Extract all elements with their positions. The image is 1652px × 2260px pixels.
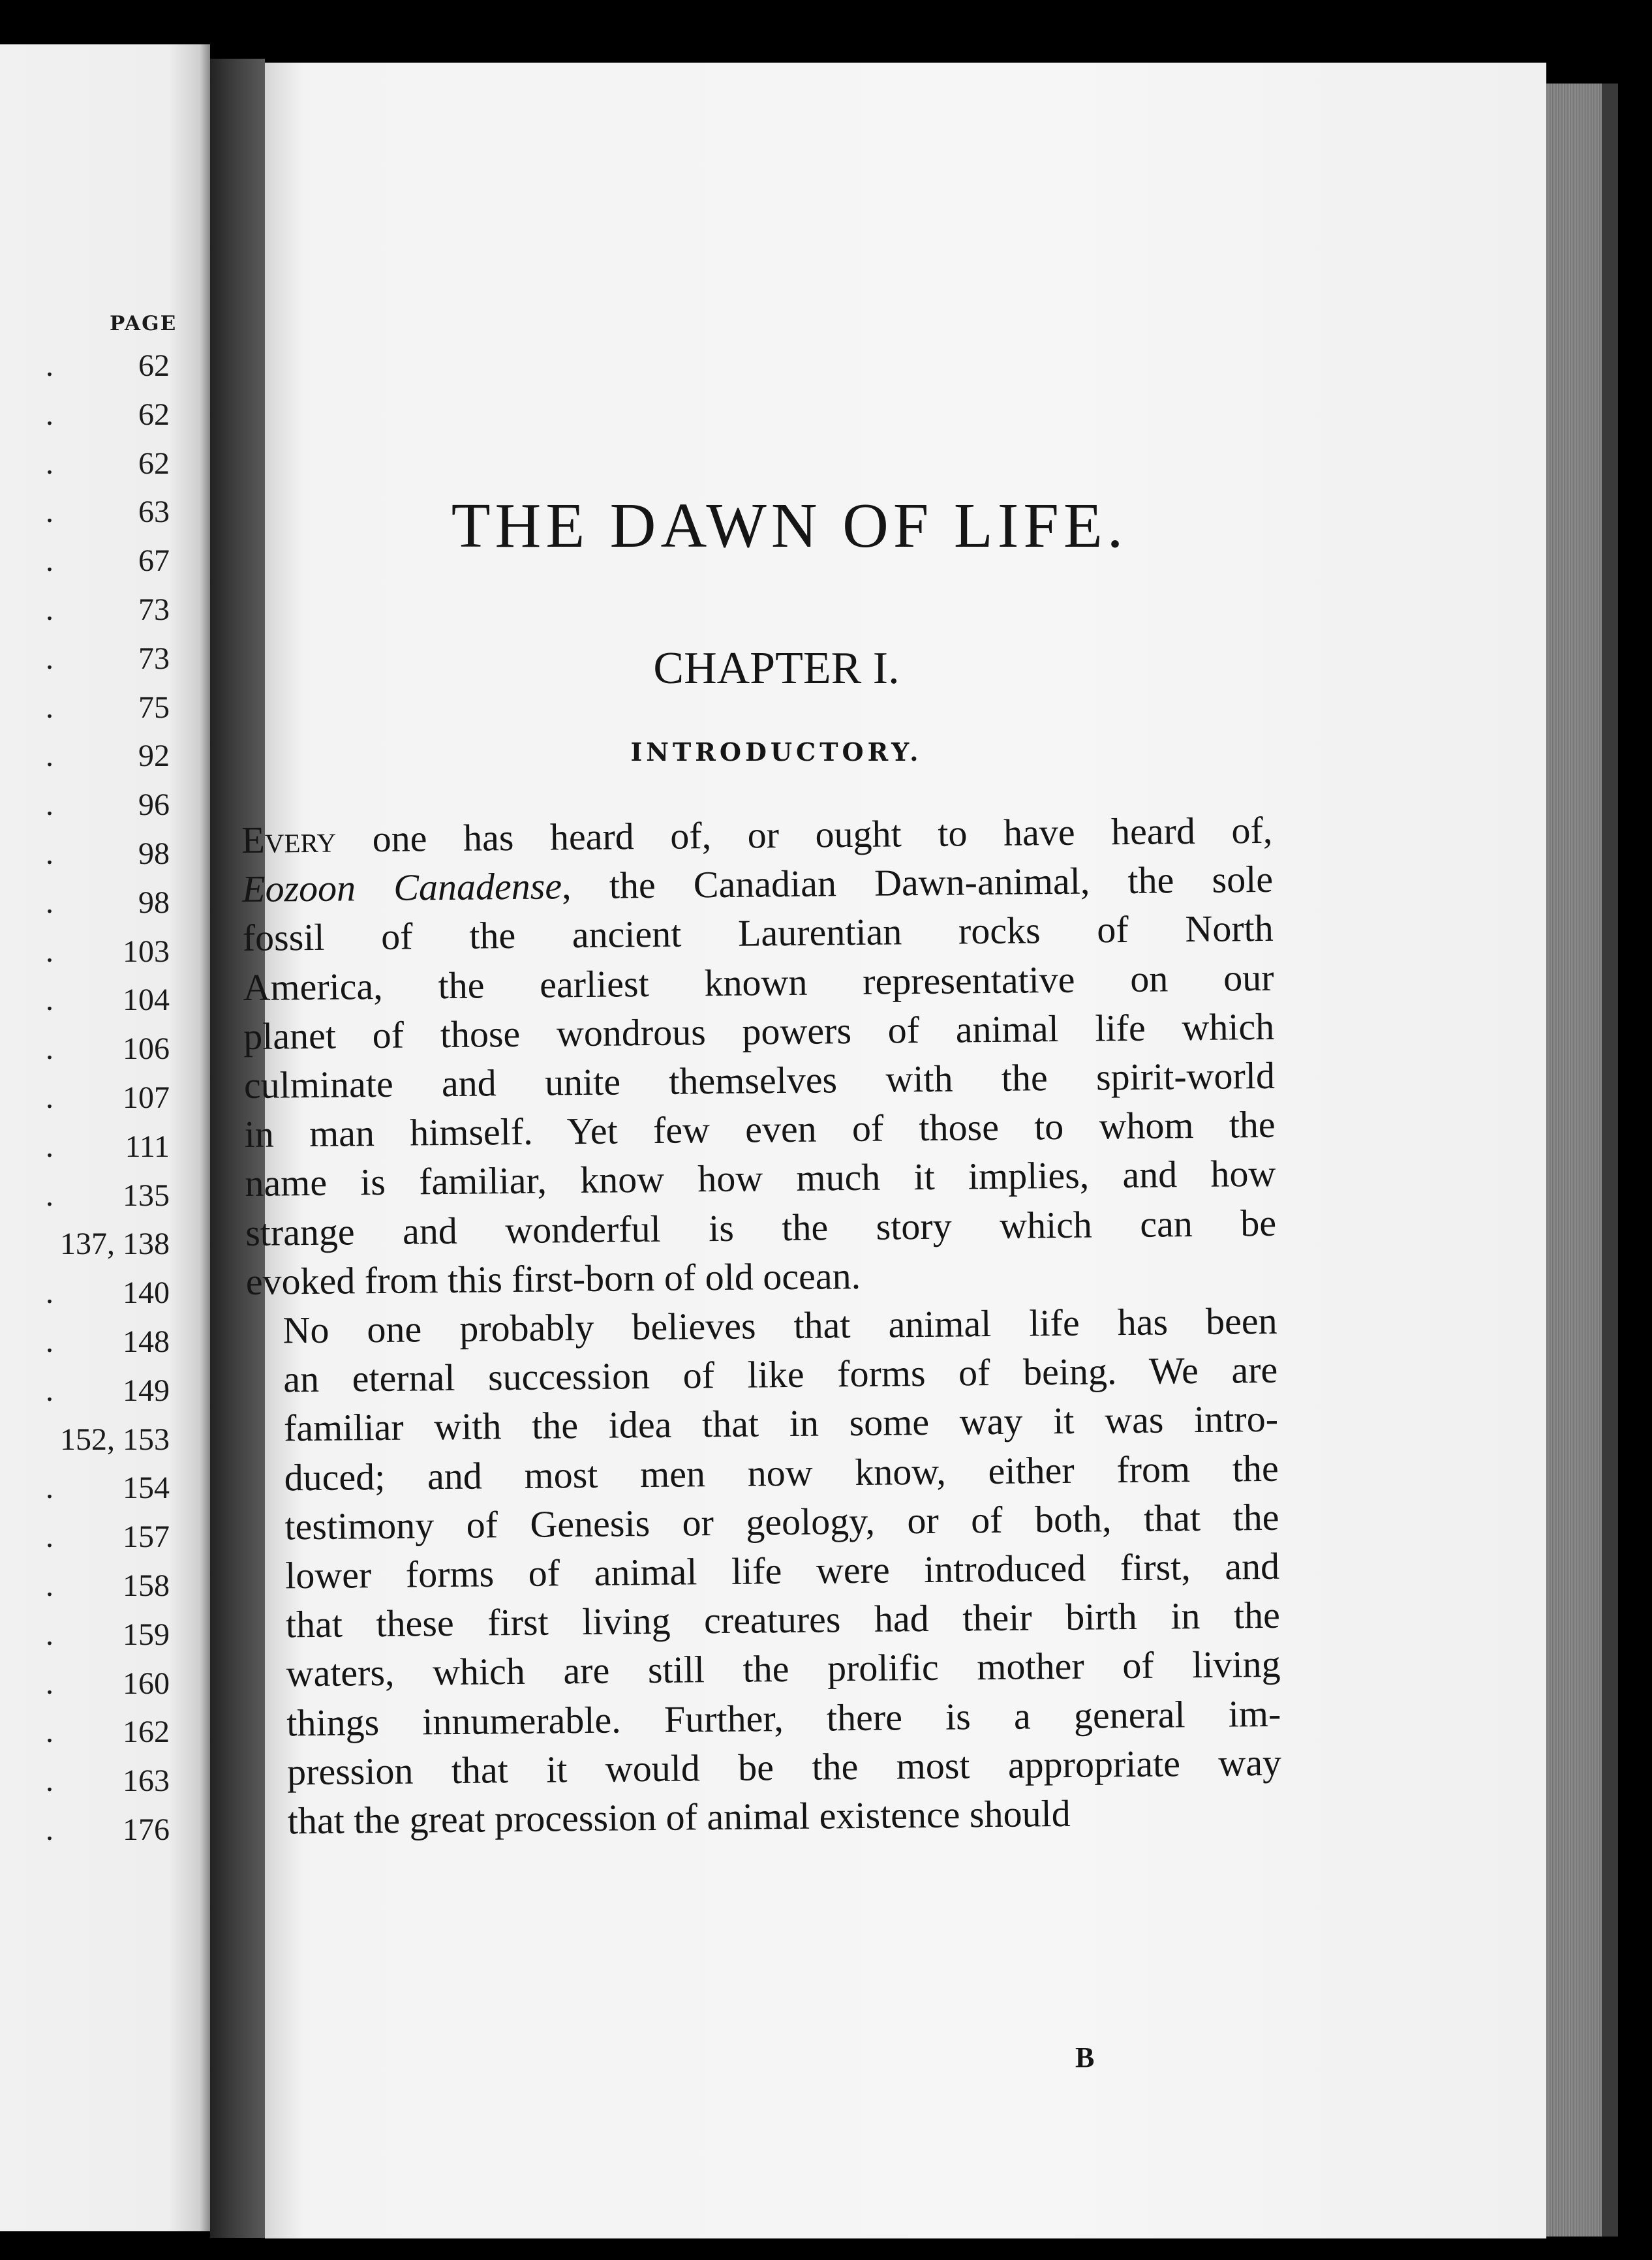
index-entry (0, 1464, 176, 1513)
page-number: 73 (138, 641, 170, 676)
text-line: things innumerable. Further, there is a general im- (286, 1692, 1281, 1745)
page-number: 75 (138, 690, 170, 725)
index-entry (0, 879, 176, 928)
page-number: 149 (123, 1373, 170, 1408)
index-entry (0, 488, 176, 537)
page-number: 98 (138, 885, 170, 920)
page-number: 73 (138, 592, 170, 627)
chapter-heading: CHAPTER I. (653, 643, 900, 694)
text-run: one has heard of, or ought to have heard of, (335, 808, 1273, 861)
index-page-list (0, 342, 176, 1855)
index-entry (0, 1367, 176, 1416)
leader-dot: . (46, 1666, 54, 1701)
index-entry (0, 684, 176, 733)
leader-dot: . (46, 934, 54, 969)
index-entry (0, 1757, 176, 1806)
text-line: testimony of Genesis or geology, or of both, that the (284, 1495, 1279, 1548)
index-entry (0, 1806, 176, 1855)
leader-dot: . (46, 1080, 54, 1115)
book-title: THE DAWN OF LIFE. (451, 491, 1128, 561)
signature-mark: B (1075, 2041, 1095, 2073)
leader-dot: . (46, 1519, 54, 1555)
paragraph-1 (241, 806, 1277, 1306)
text-line: pression that it would be the most appropriate way (286, 1741, 1282, 1794)
text-line: that the great procession of animal existence should (287, 1792, 1071, 1842)
index-entry (0, 1416, 176, 1465)
page-number: 159 (123, 1617, 170, 1652)
index-entry (0, 440, 176, 489)
index-entry (0, 976, 176, 1025)
leader-dot: . (46, 495, 54, 530)
text-line: Eozoon Canadense, the Canadian Dawn-animal, the sole (241, 858, 1274, 911)
leader-dot: . (46, 1324, 54, 1359)
index-entry (0, 928, 176, 977)
page-number: 92 (138, 739, 170, 774)
index-entry (0, 781, 176, 830)
leader-dot: . (46, 1129, 54, 1164)
page-number: 158 (123, 1568, 170, 1603)
paragraph-2 (246, 1296, 1282, 1846)
text-line: name is familiar, know how much it implies, and how (245, 1152, 1276, 1205)
species-name: Eozoon Canadense (241, 864, 562, 911)
leader-dot: . (46, 1715, 54, 1750)
leader-dot: . (46, 690, 54, 725)
page-number: 62 (138, 348, 170, 383)
leader-dot: . (46, 543, 54, 579)
index-entry (0, 830, 176, 879)
text-line: that these first living creatures had their birth in the (285, 1594, 1281, 1646)
text-line: duced; and most men now know, either from the (284, 1446, 1279, 1499)
text-line: strange and wonderful is the story which can be (245, 1201, 1277, 1254)
leader-dot: . (46, 348, 54, 383)
text-line: an eternal succession of like forms of being. We are (283, 1349, 1278, 1401)
page-number: 98 (138, 836, 170, 871)
page-number: 103 (123, 934, 170, 969)
leader-dot: . (46, 787, 54, 823)
page-number: 162 (123, 1715, 170, 1750)
index-entry (0, 391, 176, 440)
text-line: evoked from this first-born of old ocean. (245, 1254, 861, 1303)
leader-dot: . (46, 592, 54, 627)
page-number: 148 (123, 1324, 170, 1359)
text-line: planet of those wondrous powers of animal life which (243, 1005, 1275, 1058)
page-number: 62 (138, 446, 170, 481)
leader-dot: . (46, 446, 54, 481)
index-entry (0, 537, 176, 586)
leader-dot: . (46, 983, 54, 1018)
leader-dot: . (46, 1373, 54, 1408)
page-edges-shade (1602, 84, 1618, 2237)
page-number: 107 (123, 1080, 170, 1115)
leader-dot: . (46, 1178, 54, 1213)
page-number: 111 (125, 1129, 170, 1164)
index-entry (0, 586, 176, 635)
page-number: 140 (123, 1275, 170, 1311)
page-number: 163 (123, 1764, 170, 1799)
leader-dot: . (46, 1617, 54, 1652)
page-number: 135 (123, 1178, 170, 1213)
leader-dot: . (46, 836, 54, 871)
text-line: No one probably believes that animal life has been (283, 1299, 1277, 1352)
page-number: 104 (123, 983, 170, 1018)
index-entry (0, 1220, 176, 1269)
index-entry (0, 1025, 176, 1074)
index-entry (0, 1172, 176, 1221)
index-entry (0, 1708, 176, 1757)
index-entry (0, 342, 176, 391)
page-number: 106 (123, 1031, 170, 1067)
index-entry (0, 1318, 176, 1367)
index-entry (0, 1513, 176, 1562)
leader-dot: . (46, 1471, 54, 1506)
leader-dot: . (46, 641, 54, 676)
page-number: 157 (123, 1519, 170, 1555)
leader-dot: . (46, 1031, 54, 1067)
leader-dot: . (46, 397, 54, 432)
leader-dot: . (46, 1764, 54, 1799)
page-number: 137, 138 (60, 1227, 170, 1262)
chapter-subtitle: INTRODUCTORY. (630, 737, 923, 767)
page-number: 96 (138, 787, 170, 823)
index-entry (0, 1269, 176, 1318)
leader-dot: . (46, 1568, 54, 1603)
text-line: waters, which are still the prolific mother of living (286, 1643, 1281, 1695)
page-number: 63 (138, 495, 170, 530)
text-line: fossil of the ancient Laurentian rocks of North (242, 907, 1274, 960)
text-line: lower forms of animal life were introduced first, and (284, 1544, 1280, 1597)
page-number: 176 (123, 1812, 170, 1847)
index-entry (0, 1660, 176, 1709)
page-number: 152, 153 (60, 1422, 170, 1457)
body-text (241, 806, 1282, 1846)
leader-dot: . (46, 739, 54, 774)
text-line: America, the earliest known representative on our (243, 956, 1274, 1009)
text-line: in man himself. Yet few even of those to whom the (244, 1103, 1276, 1156)
page-number: 67 (138, 543, 170, 579)
page-number: 154 (123, 1471, 170, 1506)
index-entry (0, 635, 176, 684)
drop-word: Every (241, 817, 337, 861)
leader-dot: . (46, 1812, 54, 1847)
page-number: 62 (138, 397, 170, 432)
index-entry (0, 1074, 176, 1123)
index-entry (0, 1562, 176, 1611)
index-entry (0, 1611, 176, 1660)
text-line: familiar with the idea that in some way it was intro- (283, 1397, 1279, 1450)
leader-dot: . (46, 1275, 54, 1311)
index-entry (0, 1123, 176, 1172)
index-column-label: PAGE (110, 312, 177, 335)
text-line: culminate and unite themselves with the spirit-world (243, 1054, 1276, 1107)
index-entry (0, 732, 176, 781)
page-number: 160 (123, 1666, 170, 1701)
leader-dot: . (46, 885, 54, 920)
